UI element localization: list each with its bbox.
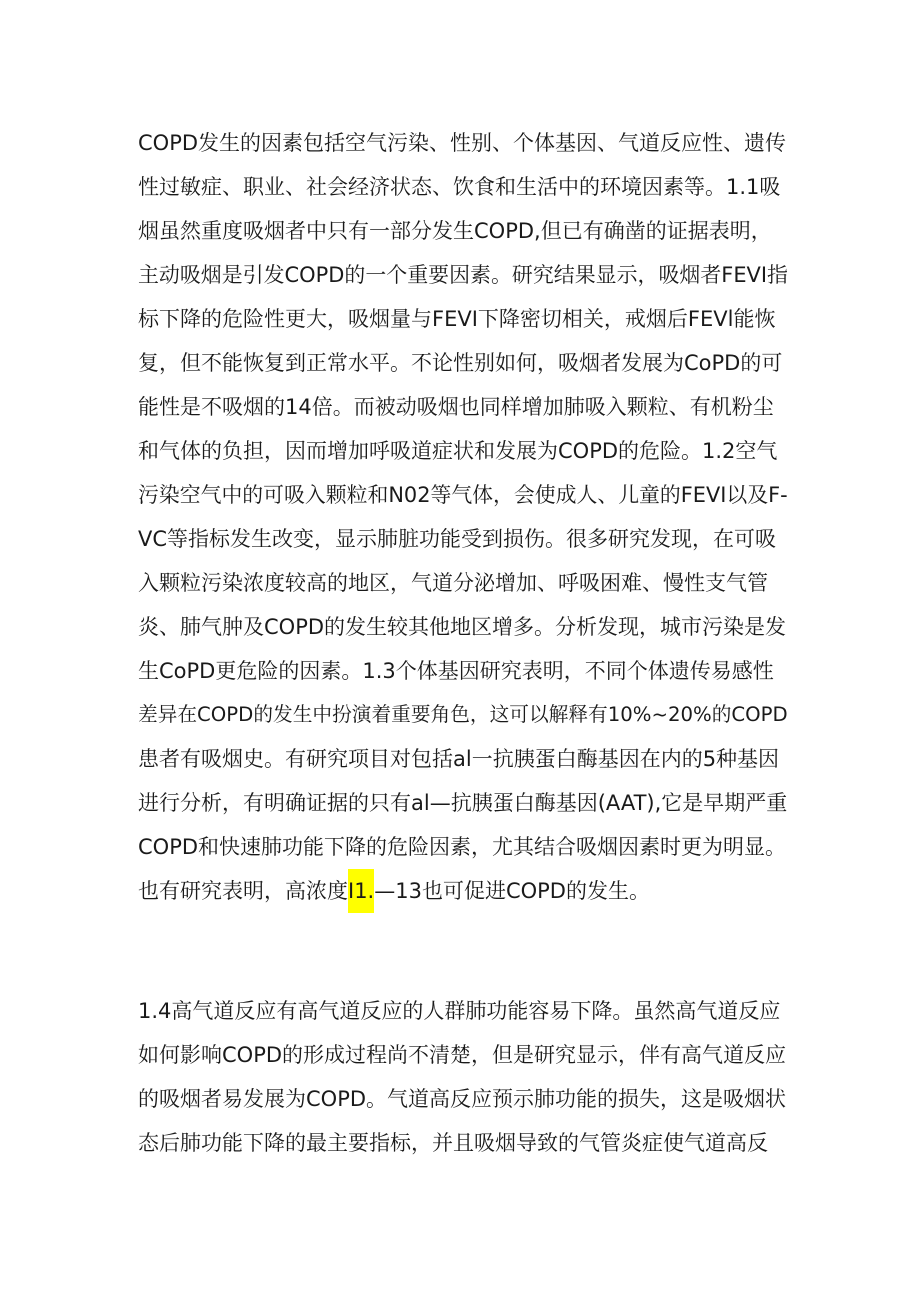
text-line-with-highlight [138, 869, 788, 913]
text-segment: —13也可促进COPD的发生。 [374, 879, 650, 903]
text-line: 患者有吸烟史。有研究项目对包括al一抗胰蛋白酶基因在内的5种基因 [138, 747, 780, 771]
text-line: 差异在COPD的发生中扮演着重要角色，这可以解释有10%~20%的COPD [138, 703, 788, 726]
paragraph-copd-factors [138, 121, 788, 913]
text-line: 和气体的负担，因而增加呼吸道症状和发展为COPD的危险。1.2空气 [138, 439, 778, 463]
highlighted-text: I1. [348, 869, 374, 913]
text-line: 污染空气中的可吸入颗粒和N02等气体，会使成人、儿童的FEVI以及F- [138, 483, 788, 507]
text-line: 入颗粒污染浓度较高的地区，气道分泌增加、呼吸困难、慢性支气管 [138, 571, 768, 595]
text-line: 进行分析，有明确证据的只有al—抗胰蛋白酶基因(AAT),它是早期严重 [138, 791, 788, 815]
text-line: 态后肺功能下降的最主要指标，并且吸烟导致的气管炎症使气道高反 [138, 1131, 768, 1155]
text-line: COPD发生的因素包括空气污染、性别、个体基因、气道反应性、遗传 [138, 131, 787, 155]
text-line: COPD和快速肺功能下降的危险因素，尤其结合吸烟因素时更为明显。 [138, 835, 787, 859]
text-line: 性过敏症、职业、社会经济状态、饮食和生活中的环境因素等。1.1吸 [138, 175, 781, 199]
text-line: 复，但不能恢复到正常水平。不论性别如何，吸烟者发展为CoPD的可 [138, 351, 783, 375]
paragraph-airway-reactivity [138, 989, 788, 1165]
text-line: 的吸烟者易发展为COPD。气道高反应预示肺功能的损失，这是吸烟状 [138, 1087, 787, 1111]
text-line: 1.4高气道反应有高气道反应的人群肺功能容易下降。虽然高气道反应 [138, 999, 781, 1023]
text-line: 如何影响COPD的形成过程尚不清楚，但是研究显示，伴有高气道反应 [138, 1043, 787, 1067]
text-segment: 也有研究表明，高浓度 [138, 879, 348, 903]
text-line: VC等指标发生改变，显示肺脏功能受到损伤。很多研究发现，在可吸 [138, 527, 777, 551]
text-line: 标下降的危险性更大，吸烟量与FEVI下降密切相关，戒烟后FEVl能恢 [138, 307, 776, 331]
text-line: 能性是不吸烟的14倍。而被动吸烟也同样增加肺吸入颗粒、有机粉尘 [138, 395, 774, 419]
text-line: 主动吸烟是引发COPD的一个重要因素。研究结果显示，吸烟者FEVI指 [138, 263, 788, 287]
text-line: 生CoPD更危险的因素。1.3个体基因研究表明，不同个体遗传易感性 [138, 659, 774, 683]
text-line: 烟虽然重度吸烟者中只有一部分发生COPD,但已有确凿的证据表明， [138, 219, 772, 243]
text-line: 炎、肺气肿及COPD的发生较其他地区增多。分析发现，城市污染是发 [138, 615, 787, 639]
